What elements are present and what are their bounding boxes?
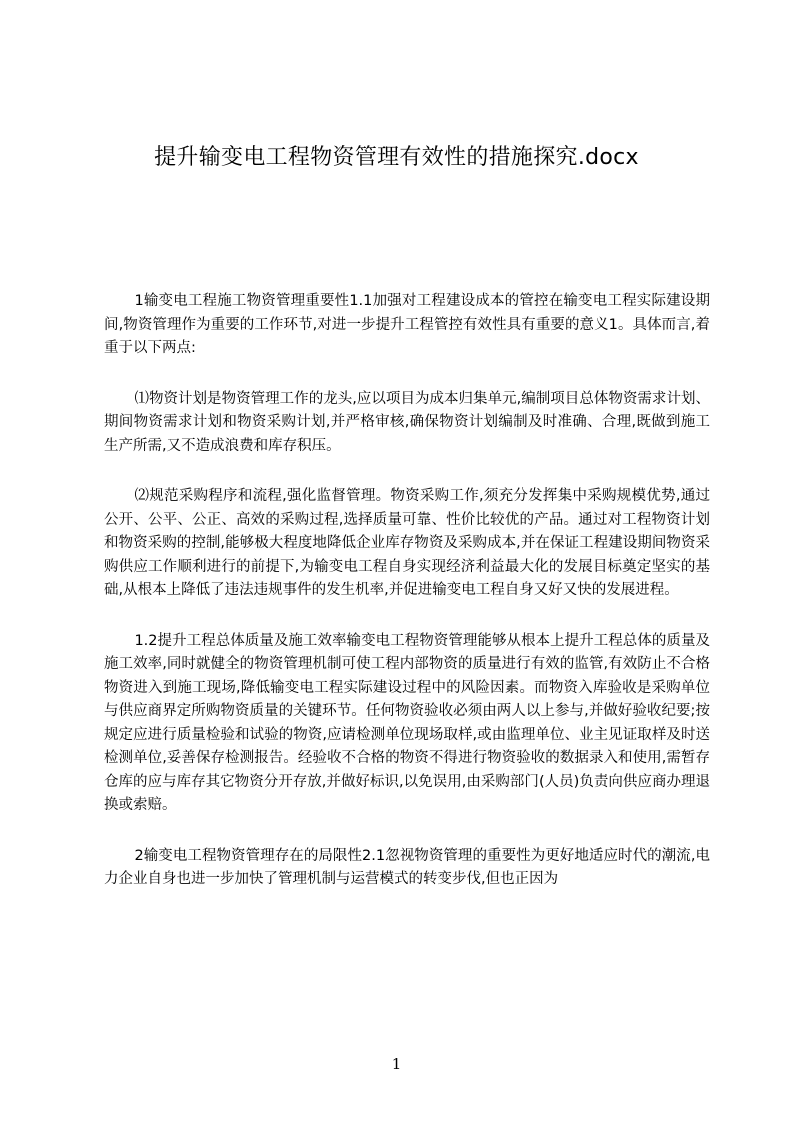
document-body (104, 290, 710, 919)
paragraph-2: ⑴物资计划是物资管理工作的龙头,应以项目为成本归集单元,编制项目总体物资需求计划、期间物资需求计划和物资采购计划,并严格审核,确保物资计划编制及时准确、合理,既做到施工生产所需,又不造成浪费和库存积压。 (104, 390, 710, 454)
paragraph-5: 2输变电工程物资管理存在的局限性2.1忽视物资管理的重要性为更好地适应时代的潮流,电力企业自身也进一步加快了管理机制与运营模式的转变步伐,但也正因为 (104, 847, 710, 887)
paragraph-1: 1输变电工程施工物资管理重要性1.1加强对工程建设成本的管控在输变电工程实际建设期间,物资管理作为重要的工作环节,对进一步提升工程管控有效性具有重要的意义1。具体而言,着重于以下两点: (104, 293, 710, 356)
paragraph-3: ⑵规范采购程序和流程,强化监督管理。物资采购工作,须充分发挥集中采购规模优势,通过公开、公平、公正、高效的采购过程,选择质量可靠、性价比较优的产品。通过对工程物资计划和物资采购的控制,能够极大程度地降低企业库存物资及采购成本,并在保证工程建设期间物资采购供应工作顺利进行的前提下,为输变电工程自身实现经济利益最大化的发展目标奠定坚实的基础,从根本上降低了违法违规事件的发生机率,并促进输变电工程自身又好又快的发展进程。 (104, 488, 710, 598)
page-number: 1 (391, 1055, 402, 1073)
paragraph-4: 1.2提升工程总体质量及施工效率输变电工程物资管理能够从根本上提升工程总体的质量及施工效率,同时就健全的物资管理机制可使工程内部物资的质量进行有效的监管,有效防止不合格物资进入到施工现场,降低输变电工程实际建设过程中的风险因素。而物资入库验收是采购单位与供应商界定所购物资质量的关键环节。任何物资验收必须由两人以上参与,并做好验收纪要;按规定应进行质量检验和试验的物资,应请检测单位现场取样,或由监理单位、业主见证取样及时送检测单位,妥善保存检测报告。经验收不合格的物资不得进行物资验收的数据录入和使用,需暂存仓库的应与库存其它物资分开存放,并做好标识,以免误用,由采购部门(人员)负责向供应商办理退换或索赔。 (104, 632, 710, 813)
document-title: 提升输变电工程物资管理有效性的措施探究.docx (154, 145, 639, 170)
